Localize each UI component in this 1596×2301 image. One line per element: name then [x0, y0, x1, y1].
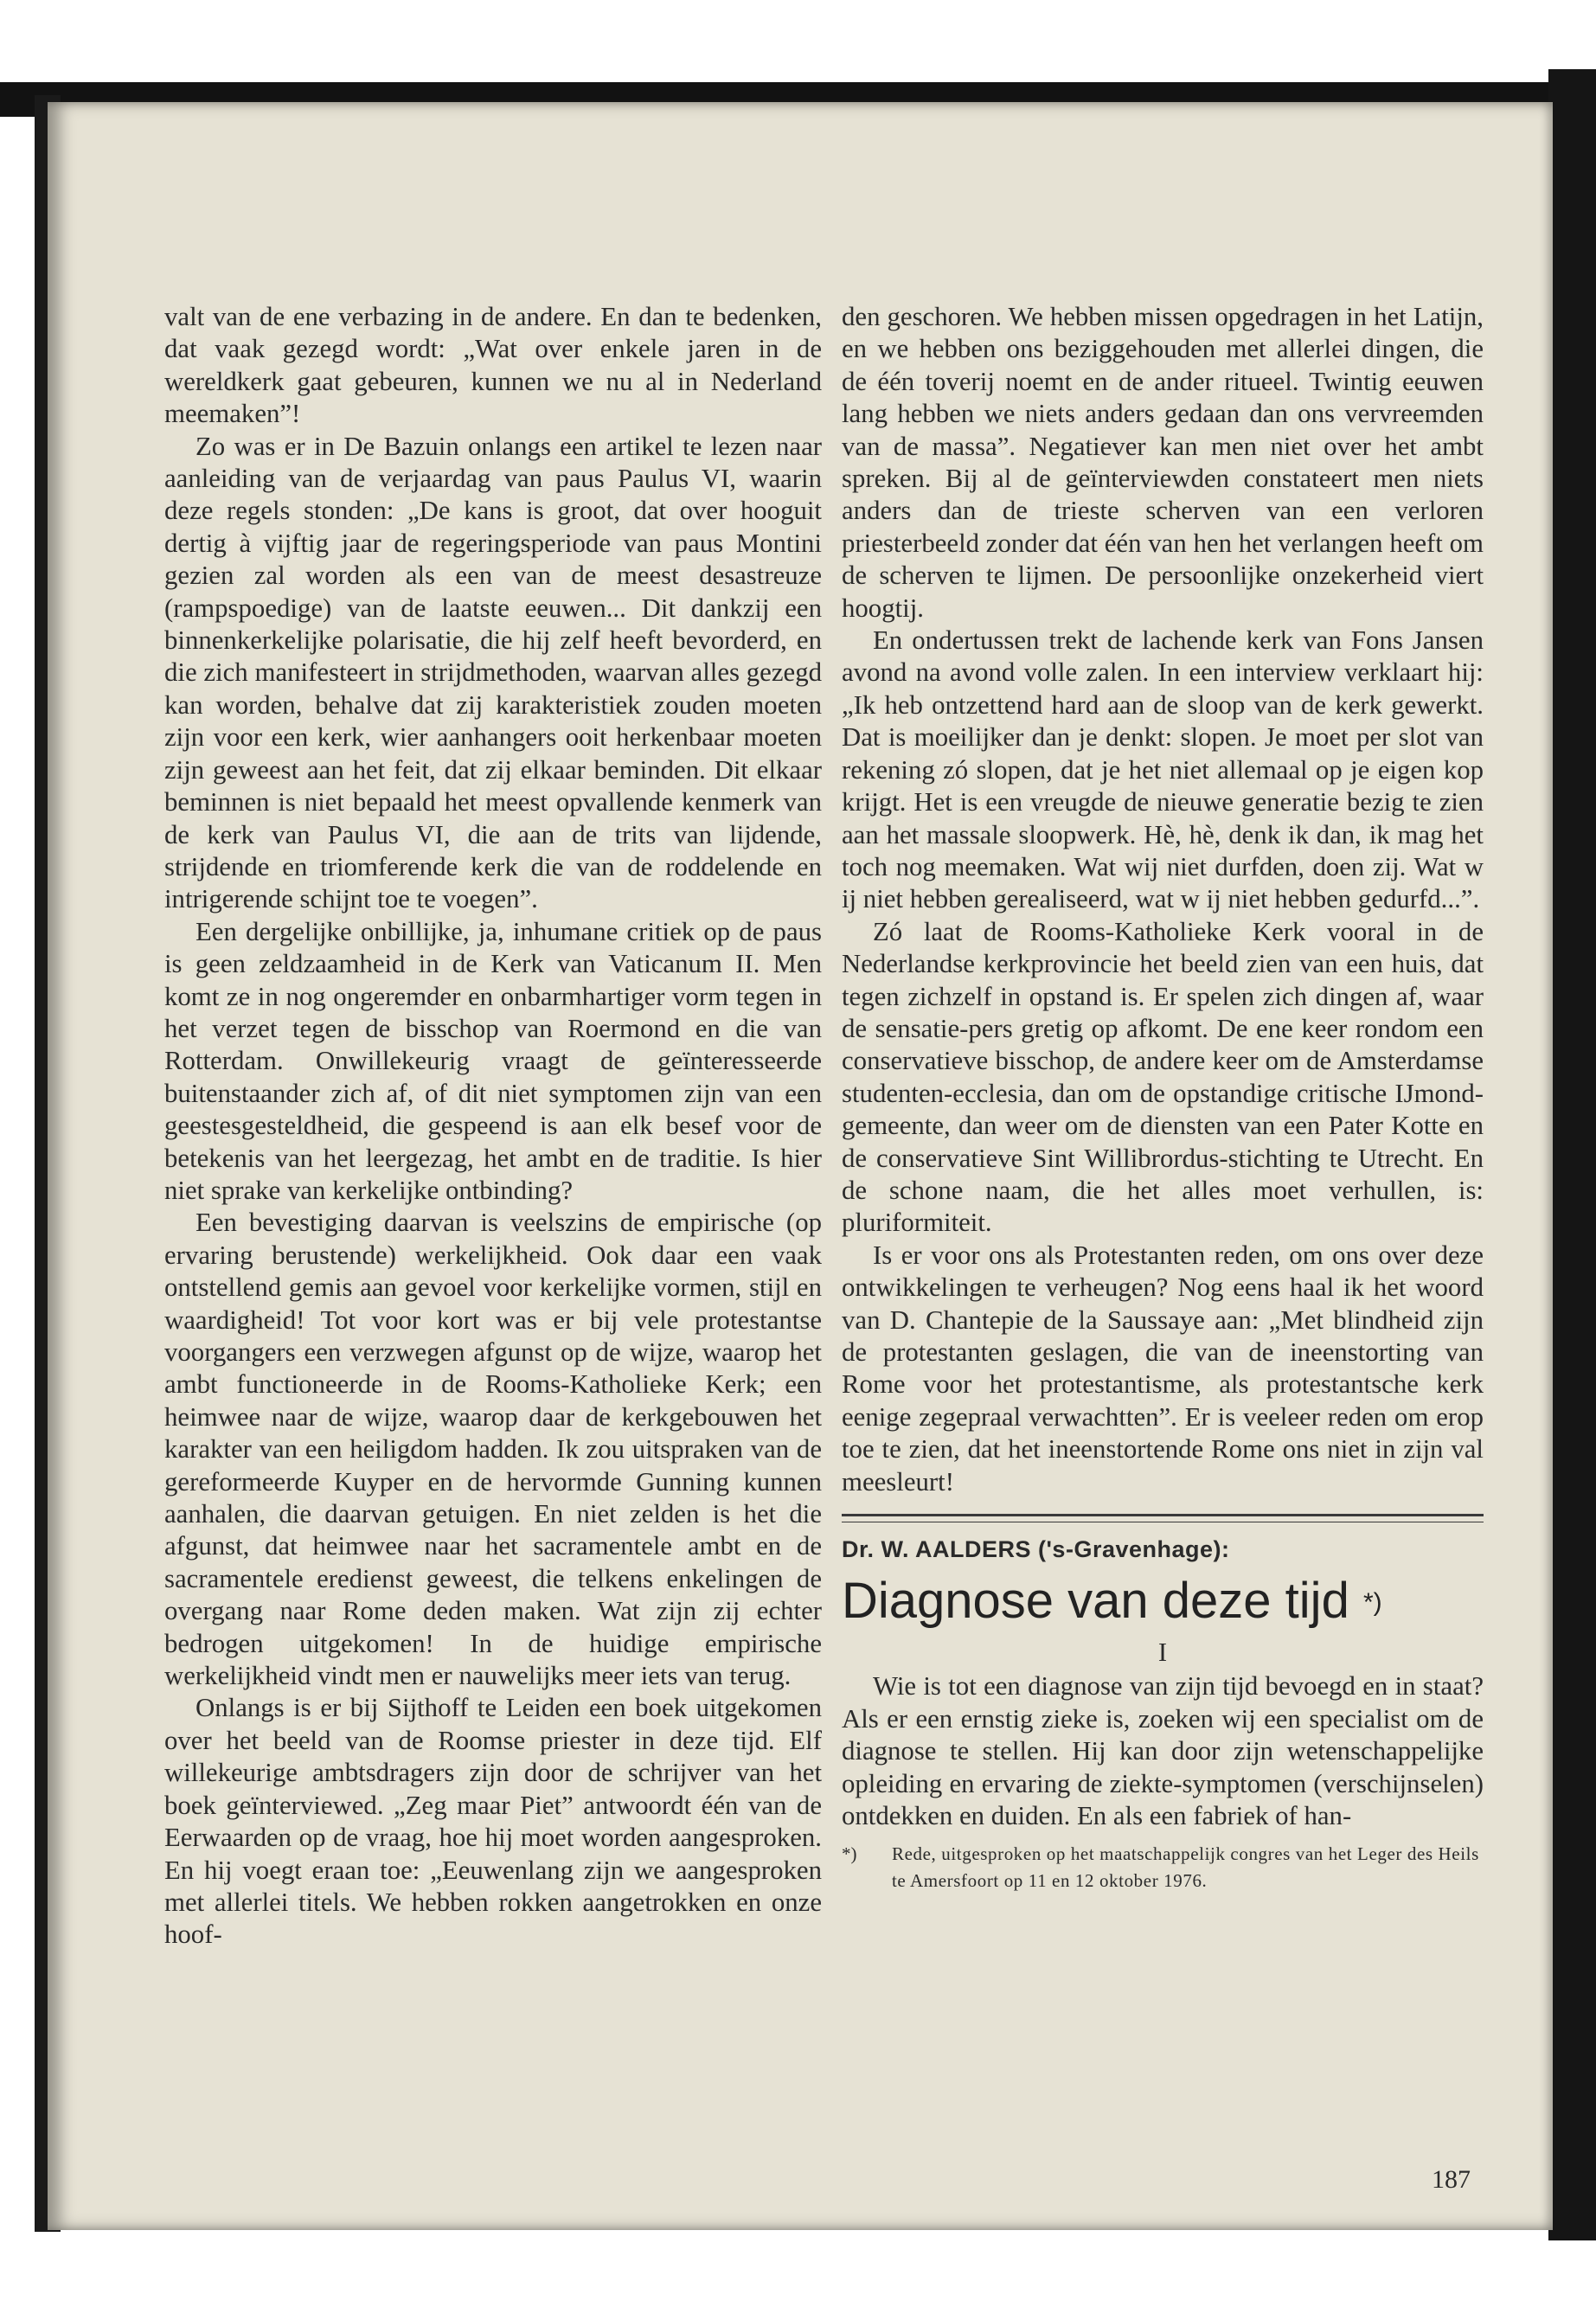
- paragraph: Zo was er in De Bazuin onlangs een artikel te lezen naar aanleiding van de verjaardag van paus Paulus VI, waarin deze regels stonden: „De kans is groot, dat over hooguit dertig à vijftig jaar de regeringsperiode van paus Montini gezien zal worden als een van de meest desastreuze (rampspoedige) van de laatste eeuwen... Dit dankzij een binnenkerkelijke polarisatie, die hij zelf heeft bevorderd, en die zich manifesteert in strijdmethoden, waarvan alles gezegd kan worden, behalve dat zij karakteristiek zouden moeten zijn voor een kerk, wier aanhangers ooit herkenbaar moeten zijn geweest aan het feit, dat zij elkaar beminden. Dit elkaar beminnen is niet bepaald het meest opvallende kenmerk van de kerk van Paulus VI, die aan de trits van lijdende, strijdende en triomferende kerk die van de roddelende en intrigerende schijnt toe te voegen”.: [164, 431, 822, 914]
- footnote-text: Rede, uitgesproken op het maatschappelijk congres van het Leger des Heils te Amersfoort op 11 en 12 oktober 1976.: [892, 1843, 1479, 1892]
- paragraph: Wie is tot een diagnose van zijn tijd bevoegd en in staat? Als er een ernstig zieke is, zoeken wij een specialist om de diagnose te stellen. Hij kan door zijn wetenschappelijke opleiding en ervaring de ziekte-symptomen (verschijnselen) ontdekken en duiden. En als een fabriek of han-: [842, 1671, 1484, 1831]
- paragraph: Is er voor ons als Protestanten reden, om ons over deze ontwikkelingen te verheugen? Nog eens haal ik het woord van D. Chantepie de la Saussaye aan: „Met blindheid zijn de protestanten geslagen, die van de ineenstorting van Rome voor het protestantisme, als protestantsche kerk eenige zegepraal verwachtten”. Er is veeleer reden om erop toe te zien, dat het ineenstortende Rome ons niet in zijn val meesleurt!: [842, 1240, 1484, 1497]
- paragraph: den geschoren. We hebben missen opgedragen in het Latijn, en we hebben ons beziggehouden met allerlei dingen, die de één toverij noemt en de ander ritueel. Twintig eeuwen lang hebben we niets anders gedaan dan ons vervreemden van de massa”. Negatiever kan men niet over het ambt spreken. Bij al de geïnterviewden constateert men niets anders dan de trieste scherven van een verloren priesterbeeld zonder dat één van hen het verlangen heeft om de scherven te lijmen. De persoonlijke onzekerheid viert hoogtij.: [842, 302, 1484, 623]
- paragraph: Zó laat de Rooms-Katholieke Kerk vooral in de Nederlandse kerkprovincie het beeld zien van een huis, dat tegen zichzelf in opstand is. Er spelen zich dingen af, waar de sensatie-pers gretig op afkomt. De ene keer rondom een conservatieve bisschop, de andere keer om de Amsterdamse studenten-ecclesia, dan om de opstandige critische IJmond-gemeente, dan weer om de diensten van een Pater Kotte en de conservatieve Sint Willibrordus-stichting te Utrecht. En de schone naam, die het alles moet verhullen, is: pluriformiteit.: [842, 916, 1484, 1238]
- paragraph: En ondertussen trekt de lachende kerk van Fons Jansen avond na avond volle zalen. In een interview verklaart hij: „Ik heb ontzettend hard aan de sloop van de kerk gewerkt. Dat is moeilijker dan je denkt: slopen. Je moet per slot van rekening zó slopen, dat je het niet allemaal op je eigen kop krijgt. Het is een vreugde de nieuwe generatie bezig te zien aan het massale sloopwerk. Hè, hè, denk ik dan, ik mag het toch nog meemaken. Wat wij niet durfden, doen zij. Wat w ij niet hebben gerealiseerd, wat w ij niet hebben gedurfd...”.: [842, 625, 1484, 914]
- scan-border-right: [1548, 69, 1596, 2240]
- left-column: [164, 301, 822, 1952]
- page-number: 187: [1432, 2165, 1471, 2194]
- right-column: [842, 301, 1484, 1894]
- title-footnote-mark: *): [1362, 1588, 1382, 1618]
- footnote: [842, 1841, 1484, 1894]
- article-title-text: Diagnose van deze tijd: [842, 1573, 1349, 1630]
- magazine-page: [48, 102, 1553, 2230]
- section-divider: [842, 1514, 1484, 1522]
- paragraph: Een bevestiging daarvan is veelszins de empirische (op ervaring berustende) werkelijkheid. Ook daar een vaak ontstellend gemis aan gevoel voor kerkelijke vormen, stijl en waardigheid! Tot voor kort was er bij vele protestantse voorgangers een verzwegen afgunst op de wijze, waarop het ambt functioneerde in de Rooms-Katholieke Kerk; een heimwee naar de wijze, waarop daar de kerkgebouwen het karakter van een heiligdom hadden. Ik zou uitspraken van de gereformeerde Kuyper en de hervormde Gunning kunnen aanhalen, die daarvan getuigen. En niet zelden is het die afgunst, dat heimwee naar het sacramentele ambt en de sacramentele eredienst geweest, die telkens enkelingen de overgang naar Rome deden maken. Wat zijn zij echter bedrogen uitgekomen! In de huidige empirische werkelijkheid vindt men er nauwelijks meer iets van terug.: [164, 1208, 822, 1691]
- author-byline: Dr. W. AALDERS ('s-Gravenhage):: [842, 1536, 1230, 1563]
- section-number: I: [1157, 1638, 1168, 1668]
- paragraph: valt van de ene verbazing in de andere. En dan te bedenken, dat vaak gezegd wordt: „Wat over enkele jaren in de wereldkerk gaat gebeuren, kunnen we nu al in Nederland meemaken”!: [164, 302, 822, 429]
- paragraph: Onlangs is er bij Sijthoff te Leiden een boek uitgekomen over het beeld van de Roomse priester in deze tijd. Elf willekeurige ambtsdragers zijn door de schrijver van het boek geïnterviewed. „Zeg maar Piet” antwoordt één van de Eerwaarden op de vraag, hoe hij moet worden aangesproken. En hij voegt eraan toe: „Eeuwenlang zijn we aangesproken met allerlei titels. We hebben rokken aangetrokken en onze hoof-: [164, 1693, 822, 1950]
- paragraph: Een dergelijke onbillijke, ja, inhumane critiek op de paus is geen zeldzaamheid in de Kerk van Vaticanum II. Men komt ze in nog ongeremder en onbarmhartiger vorm tegen in het verzet tegen de bisschop van Roermond en die van Rotterdam. Onwillekeurig vraagt de geïnteresseerde buitenstaander zich af, of dit niet symptomen zijn van een geestesgesteldheid, die gespeend is aan elk besef voor de betekenis van het leergezag, het ambt en de traditie. Is hier niet sprake van kerkelijke ontbinding?: [164, 916, 822, 1205]
- footnote-mark: *): [842, 1843, 857, 1865]
- article-title: [842, 1571, 1484, 1631]
